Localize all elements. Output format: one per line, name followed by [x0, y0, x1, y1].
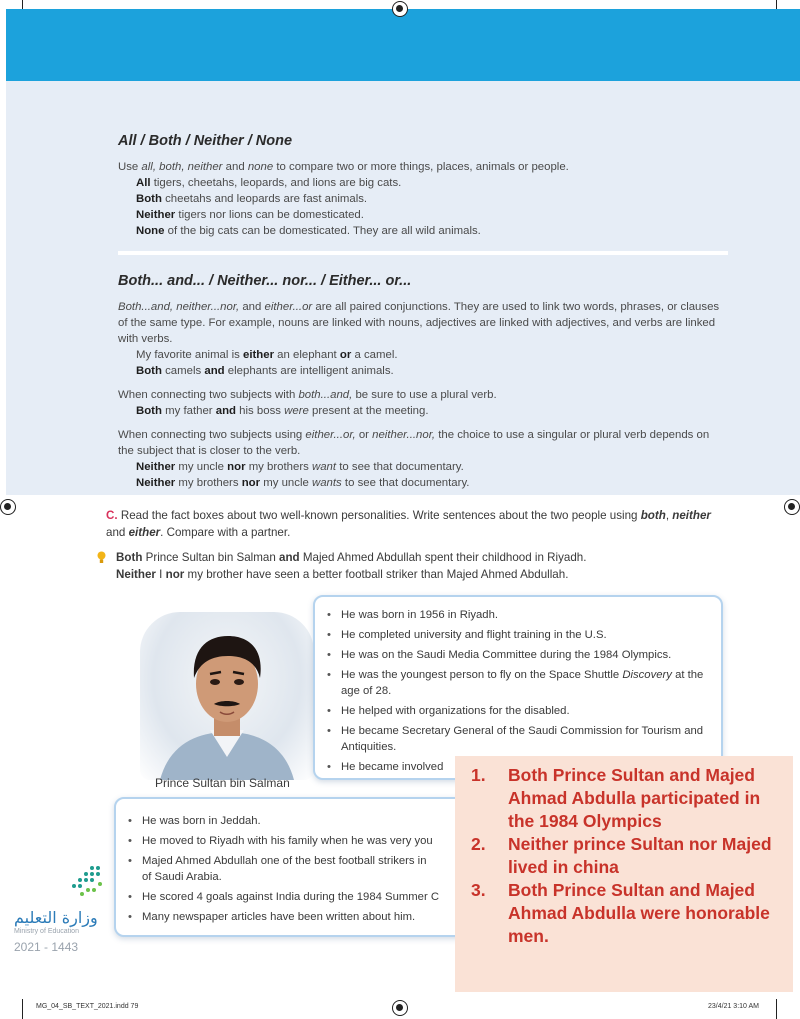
registration-mark-icon: [0, 499, 16, 515]
fact-item: • He was on the Saudi Media Committee during the 1984 Olympics.: [321, 647, 711, 663]
activity-c: [106, 507, 726, 583]
fact-item: • He was born in Jeddah.: [122, 813, 462, 829]
fact-box-majed-abdullah: [114, 797, 474, 937]
answer-item: 2. Neither prince Sultan nor Majed lived in china: [471, 834, 772, 877]
rule-text: Use all, both, neither and none to compare two or more things, places, animals or people.: [118, 161, 569, 173]
activity-instruction: C. Read the fact boxes about two well-known personalities. Write sentences about the two people using both, neither and either. Compare with a partner.: [106, 509, 711, 539]
fact-item: • He was the youngest person to fly on the Space Shuttle Discovery at the age of 28.: [321, 667, 711, 699]
fact-item: • He scored 4 goals against India during the 1984 Summer C: [122, 889, 462, 905]
rule-text: When connecting two subjects using either...or, or neither...nor, the choice to use a singular or plural verb depends on the subject that is closer to the verb.: [118, 429, 710, 457]
example-sentence: Both Prince Sultan bin Salman and Majed Ahmed Abdullah spent their childhood in Riyadh.: [116, 551, 587, 564]
example-sentence: My favorite animal is either an elephant or a camel.: [136, 349, 398, 361]
example-sentence: Neither tigers nor lions can be domesticated.: [136, 209, 364, 221]
ministry-logo: [14, 862, 144, 962]
rule-text: When connecting two subjects with both...and, be sure to use a plural verb.: [118, 389, 497, 401]
fact-item: • He became involved: [321, 759, 711, 775]
fact-item: • Many newspaper articles have been written about him.: [122, 909, 462, 925]
grammar-content: [118, 133, 728, 491]
fact-item: • He was born in 1956 in Riyadh.: [321, 607, 711, 623]
lightbulb-icon: [97, 551, 106, 564]
example-sentence: All tigers, cheetahs, leopards, and lions are big cats.: [136, 177, 402, 189]
fact-box-prince-sultan: [313, 595, 723, 780]
example-sentence: Neither I nor my brother have seen a better football striker than Majed Ahmed Abdullah.: [116, 568, 569, 581]
fact-item: • He became Secretary General of the Saudi Commission for Tourism and Antiquities.: [321, 723, 711, 755]
fact-item: • He completed university and flight training in the U.S.: [321, 627, 711, 643]
section-title: All / Both / Neither / None: [118, 133, 293, 149]
fact-item-continuation: of Saudi Arabia.: [142, 871, 222, 883]
activity-examples: [106, 549, 726, 583]
registration-mark-icon: [392, 1000, 408, 1016]
example-sentence: Both camels and elephants are intelligent animals.: [136, 365, 394, 377]
section-divider: [118, 251, 728, 255]
crop-mark: [22, 999, 23, 1019]
ministry-name-arabic: وزارة التعليم: [14, 908, 98, 927]
example-sentence: Neither my uncle nor my brothers want to see that documentary.: [136, 461, 464, 473]
fact-item: • He moved to Riyadh with his family when he was very you: [122, 833, 462, 849]
example-sentence: Neither my brothers nor my uncle wants to see that documentary.: [136, 477, 470, 489]
ministry-name-english: Ministry of Education: [14, 928, 79, 935]
registration-mark-icon: [784, 499, 800, 515]
crop-mark: [776, 999, 777, 1019]
grammar-box: [6, 81, 800, 495]
section-title: Both... and... / Neither... nor... / Either... or...: [118, 273, 412, 289]
example-sentence: None of the big cats can be domesticated. They are all wild animals.: [136, 225, 481, 237]
answer-item: 3. Both Prince Sultan and Majed Ahmad Abdulla were honorable men.: [471, 880, 770, 946]
ministry-dots-icon: [14, 862, 104, 902]
fact-item: • He helped with organizations for the disabled.: [321, 703, 711, 719]
footer-timestamp: 23/4/21 3:10 AM: [708, 1003, 759, 1010]
header-band: [6, 9, 800, 81]
portrait-image: [140, 612, 314, 780]
ministry-year: 2021 - 1443: [14, 940, 79, 954]
rule-text: Both...and, neither...nor, and either...or are all paired conjunctions. They are used to link two words, phrases, or clauses of the same type. For example, nouns are linked with nouns, adjectives are linked with adjectives, and verbs are linked with verbs.: [118, 301, 720, 345]
footer-filename: MG_04_SB_TEXT_2021.indd 79: [36, 1003, 139, 1010]
answer-box: [455, 756, 793, 992]
registration-mark-icon: [392, 1, 408, 17]
fact-item: • Majed Ahmed Abdullah one of the best football strikers in: [122, 853, 462, 869]
answer-item: 1. Both Prince Sultan and Majed Ahmad Abdulla participated in the 1984 Olympics: [471, 765, 761, 831]
portrait-caption: Prince Sultan bin Salman: [155, 776, 290, 790]
example-sentence: Both cheetahs and leopards are fast animals.: [136, 193, 368, 205]
example-sentence: Both my father and his boss were present at the meeting.: [136, 405, 429, 417]
